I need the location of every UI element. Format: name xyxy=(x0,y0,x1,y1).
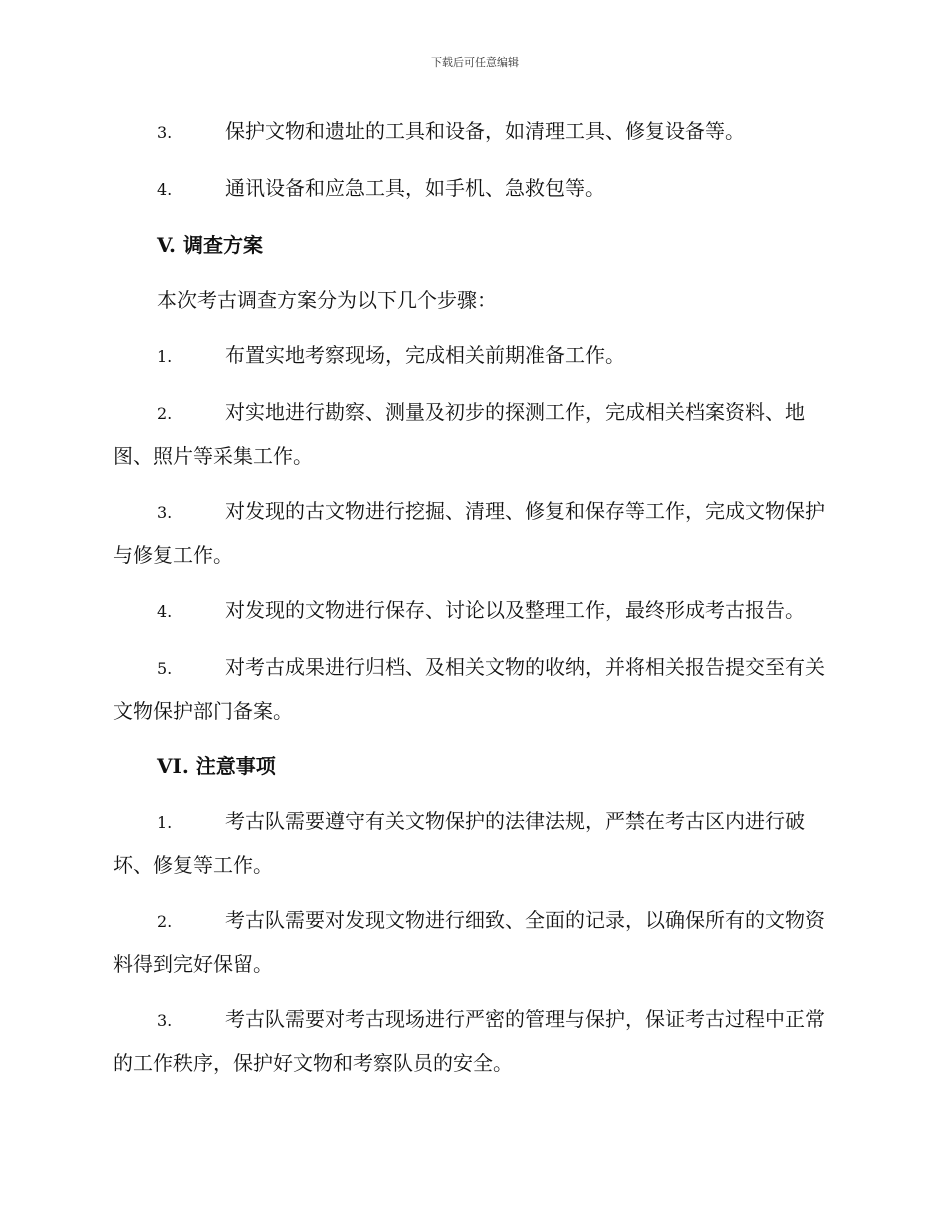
list-text: 对发现的文物进行保存、讨论以及整理工作，最终形成考古报告。 xyxy=(225,598,805,622)
list-item xyxy=(113,110,835,154)
list-number: 3. xyxy=(157,123,173,142)
list-text: 保护文物和遗址的工具和设备，如清理工具、修复设备等。 xyxy=(225,119,745,143)
list-item xyxy=(113,998,835,1084)
list-item xyxy=(113,391,835,477)
list-number: 1. xyxy=(157,347,173,366)
list-text: 通讯设备和应急工具，如手机、急救包等。 xyxy=(225,176,605,200)
list-number: 3. xyxy=(157,503,173,522)
list-text: 对发现的古文物进行挖掘、清理、修复和保存等工作，完成文物保护与修复工作。 xyxy=(113,499,825,567)
list-number: 4. xyxy=(157,602,173,621)
list-text: 考古队需要对考古现场进行严密的管理与保护，保证考古过程中正常的工作秩序，保护好文物和考察队员的安全。 xyxy=(113,1007,825,1075)
list-number: 1. xyxy=(157,813,173,832)
list-text: 布置实地考察现场，完成相关前期准备工作。 xyxy=(225,343,625,367)
list-item xyxy=(113,490,835,576)
section-intro: 本次考古调查方案分为以下几个步骤： xyxy=(157,288,497,312)
list-item xyxy=(113,589,835,633)
list-number: 2. xyxy=(157,912,173,931)
list-text: 对考古成果进行归档、及相关文物的收纳，并将相关报告提交至有关文物保护部门备案。 xyxy=(113,655,825,723)
list-number: 2. xyxy=(157,404,173,423)
section-heading-notes: VI. 注意事项 xyxy=(157,754,276,778)
list-item xyxy=(113,334,835,378)
list-item xyxy=(113,800,835,886)
list-text: 考古队需要遵守有关文物保护的法律法规，严禁在考古区内进行破坏、修复等工作。 xyxy=(113,809,805,877)
list-text: 对实地进行勘察、测量及初步的探测工作，完成相关档案资料、地图、照片等采集工作。 xyxy=(113,400,805,468)
document-body xyxy=(113,110,835,1097)
section-heading-survey-plan: V. 调查方案 xyxy=(157,233,263,257)
list-text: 考古队需要对发现文物进行细致、全面的记录，以确保所有的文物资料得到完好保留。 xyxy=(113,908,825,976)
list-item xyxy=(113,646,835,732)
list-item xyxy=(113,899,835,985)
list-number: 3. xyxy=(157,1011,173,1030)
page-header: 下载后可任意编辑 xyxy=(431,56,519,69)
list-item xyxy=(113,167,835,211)
list-number: 4. xyxy=(157,180,173,199)
list-number: 5. xyxy=(157,659,173,678)
